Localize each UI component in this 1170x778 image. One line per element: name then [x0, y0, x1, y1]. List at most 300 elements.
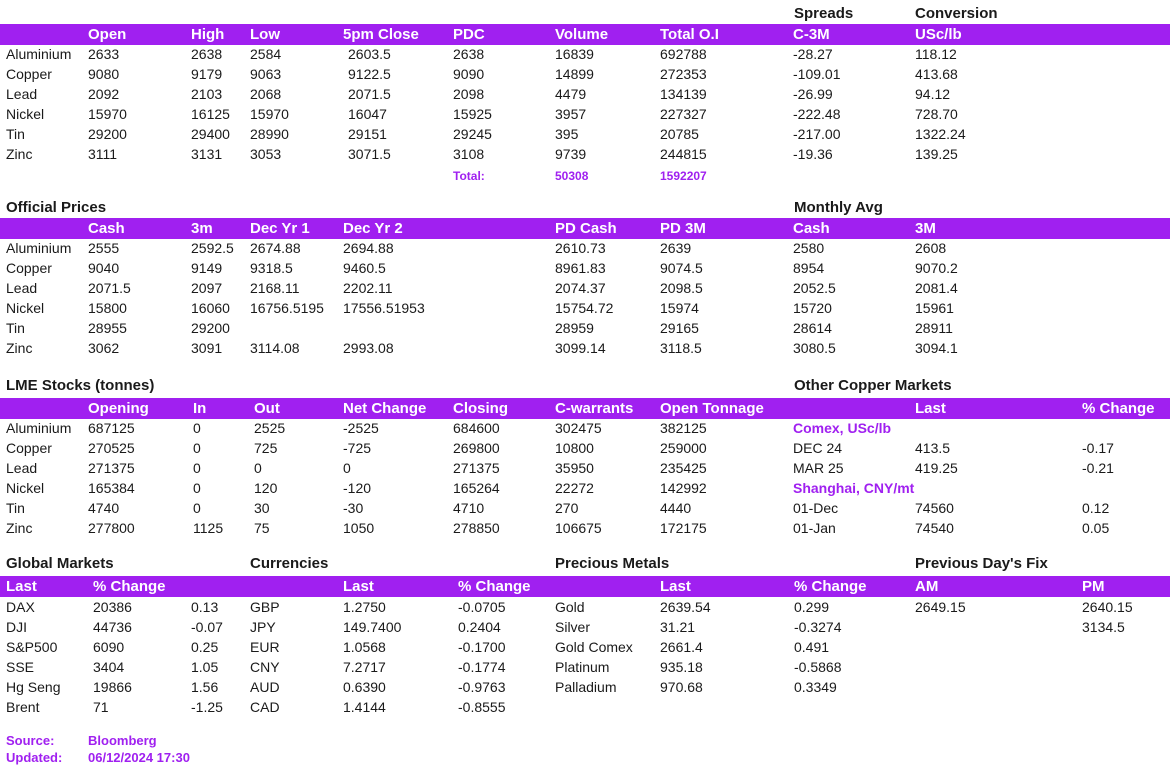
table-cell: 44736	[93, 619, 132, 635]
table-cell: Silver	[555, 619, 591, 635]
table-cell: -0.1700	[458, 639, 506, 655]
table-cell: Tin	[6, 500, 25, 516]
table-cell: 94.12	[915, 86, 951, 102]
precious-metals-title: Precious Metals	[555, 555, 670, 572]
table-cell: 271375	[88, 460, 135, 476]
table-cell: 29245	[453, 126, 492, 142]
total-volume: 50308	[555, 169, 589, 183]
table-cell: Copper	[6, 66, 52, 82]
section1-total-row	[0, 166, 1170, 186]
table-cell: 2633	[88, 46, 120, 62]
table-row	[0, 238, 1170, 258]
table-cell: Hg Seng	[6, 679, 61, 695]
table-cell: 17556.51953	[343, 300, 425, 316]
table-cell: EUR	[250, 639, 280, 655]
table-cell: 3094.1	[915, 340, 958, 356]
table-cell: 0.3349	[794, 679, 837, 695]
table-cell: 0.491	[794, 639, 830, 655]
table-cell: -0.5868	[794, 659, 842, 675]
table-cell: 3071.5	[348, 146, 391, 162]
table-cell: 728.70	[915, 106, 958, 122]
section3-header-band	[0, 398, 1170, 419]
table-cell: 3053	[250, 146, 282, 162]
table-cell: GBP	[250, 599, 280, 615]
table-cell: 9040	[88, 260, 120, 276]
table-cell: 28955	[88, 320, 127, 336]
table-cell: 165264	[453, 480, 500, 496]
table-cell: -0.17	[1082, 440, 1114, 456]
table-row	[0, 64, 1170, 84]
table-cell: 278850	[453, 520, 500, 536]
table-cell: 9090	[453, 66, 485, 82]
table-cell: -1.25	[191, 699, 223, 715]
table-cell: 15974	[660, 300, 699, 316]
table-cell: 16125	[191, 106, 230, 122]
table-row	[0, 458, 1170, 478]
table-cell: Gold	[555, 599, 585, 615]
table-row	[0, 518, 1170, 538]
table-cell: Gold Comex	[555, 639, 633, 655]
updated-value: 06/12/2024 17:30	[88, 750, 190, 765]
table-cell: 2202.11	[343, 280, 393, 296]
table-cell: 16756.5195	[250, 300, 324, 316]
table-cell: 9739	[555, 146, 587, 162]
col-header: Last	[660, 578, 691, 595]
col-header: % Change	[458, 578, 531, 595]
table-cell: 4740	[88, 500, 120, 516]
table-cell: 15970	[88, 106, 127, 122]
table-cell: 2584	[250, 46, 282, 62]
col-header: In	[193, 400, 207, 417]
table-cell: 142992	[660, 480, 707, 496]
table-row	[0, 657, 1170, 677]
table-cell: 395	[555, 126, 579, 142]
market-contract: MAR 25	[793, 460, 844, 476]
table-cell: 269800	[453, 440, 500, 456]
col-header: Last	[915, 400, 946, 417]
table-cell: 139.25	[915, 146, 958, 162]
table-cell: 16060	[191, 300, 230, 316]
table-cell: -2525	[343, 420, 379, 436]
col-header: Dec Yr 1	[250, 220, 310, 237]
source-value: Bloomberg	[88, 733, 157, 748]
table-row	[0, 438, 1170, 458]
table-cell: 134139	[660, 86, 707, 102]
table-cell: Zinc	[6, 520, 33, 536]
col-header: C-warrants	[555, 400, 634, 417]
table-cell: 2074.37	[555, 280, 606, 296]
market-contract: 01-Dec	[793, 500, 839, 516]
table-cell: -109.01	[793, 66, 841, 82]
table-cell: 9070.2	[915, 260, 958, 276]
table-cell: 16839	[555, 46, 594, 62]
table-cell: 0.2404	[458, 619, 501, 635]
table-cell: 259000	[660, 440, 707, 456]
table-cell: DAX	[6, 599, 35, 615]
table-cell: 1050	[343, 520, 375, 536]
table-row	[0, 84, 1170, 104]
table-cell: 29200	[88, 126, 127, 142]
table-cell: 9063	[250, 66, 282, 82]
col-header: PD Cash	[555, 220, 617, 237]
table-cell: Palladium	[555, 679, 617, 695]
col-header: Low	[250, 26, 280, 43]
table-cell: -0.07	[191, 619, 223, 635]
section4-header-band	[0, 576, 1170, 597]
monthly-avg-title: Monthly Avg	[794, 199, 883, 216]
table-cell: 2638	[453, 46, 485, 62]
table-cell: 3114.08	[250, 340, 300, 356]
table-cell: Copper	[6, 260, 52, 276]
table-cell: 8954	[793, 260, 825, 276]
table-cell: 9122.5	[348, 66, 391, 82]
table-cell: 725	[254, 440, 278, 456]
table-cell: 4440	[660, 500, 692, 516]
table-cell: 2661.4	[660, 639, 703, 655]
updated-label: Updated:	[6, 750, 63, 765]
table-cell: CNY	[250, 659, 280, 675]
table-cell: 3111	[88, 146, 118, 162]
col-header: Cash	[793, 220, 830, 237]
table-cell: 684600	[453, 420, 500, 436]
table-cell: -222.48	[793, 106, 841, 122]
table-cell: 2592.5	[191, 240, 234, 256]
market-contract: DEC 24	[793, 440, 843, 456]
table-cell: -26.99	[793, 86, 833, 102]
table-cell: 3099.14	[555, 340, 606, 356]
table-cell: -30	[343, 500, 364, 516]
table-cell: -0.3274	[794, 619, 842, 635]
table-cell: 75	[254, 520, 270, 536]
table-cell: 3118.5	[660, 340, 702, 356]
col-header: 3m	[191, 220, 213, 237]
col-header: 3M	[915, 220, 936, 237]
table-cell: 244815	[660, 146, 707, 162]
col-header: High	[191, 26, 225, 43]
table-row	[0, 278, 1170, 298]
table-cell: Aluminium	[6, 46, 72, 62]
table-cell: S&P500	[6, 639, 58, 655]
table-cell: 74560	[915, 500, 954, 516]
table-cell: -0.1774	[458, 659, 506, 675]
table-cell: 935.18	[660, 659, 703, 675]
table-cell: 15961	[915, 300, 954, 316]
table-cell: 9460.5	[343, 260, 386, 276]
table-cell: 2068	[250, 86, 282, 102]
col-header: PDC	[453, 26, 485, 43]
table-cell: 1322.24	[915, 126, 966, 142]
table-cell: 419.25	[915, 460, 958, 476]
col-header: Net Change	[343, 400, 427, 417]
col-header: PD 3M	[660, 220, 706, 237]
table-row	[0, 124, 1170, 144]
table-cell: 0	[193, 440, 201, 456]
table-cell: 0.12	[1082, 500, 1110, 516]
table-cell: 3062	[88, 340, 120, 356]
table-row	[0, 697, 1170, 717]
table-cell: 106675	[555, 520, 602, 536]
table-row	[0, 637, 1170, 657]
table-cell: 0.6390	[343, 679, 386, 695]
col-header: Closing	[453, 400, 508, 417]
table-cell: 413.68	[915, 66, 958, 82]
table-cell: 2993.08	[343, 340, 394, 356]
section2-titles	[0, 198, 1170, 218]
table-cell: 165384	[88, 480, 135, 496]
table-cell: 382125	[660, 420, 707, 436]
table-cell: 3957	[555, 106, 587, 122]
table-cell: 2071.5	[88, 280, 131, 296]
table-cell: 120	[254, 480, 278, 496]
table-cell: 0.25	[191, 639, 219, 655]
table-cell: 3134.5	[1082, 619, 1125, 635]
table-cell: 2580	[793, 240, 825, 256]
table-cell: -120	[343, 480, 372, 496]
table-row	[0, 298, 1170, 318]
table-cell: 2649.15	[915, 599, 966, 615]
table-cell: 9074.5	[660, 260, 703, 276]
table-cell: 3080.5	[793, 340, 836, 356]
col-header: Out	[254, 400, 280, 417]
col-header: Volume	[555, 26, 609, 43]
table-cell: 172175	[660, 520, 707, 536]
total-label: Total:	[453, 169, 485, 183]
table-cell: 29151	[348, 126, 387, 142]
table-cell: 15970	[250, 106, 289, 122]
table-row	[0, 318, 1170, 338]
table-row	[0, 44, 1170, 64]
col-header: Last	[6, 578, 37, 595]
table-cell: 2640.15	[1082, 599, 1133, 615]
table-cell: 0	[343, 460, 351, 476]
table-cell: 1125	[193, 520, 224, 536]
table-row	[0, 478, 1170, 498]
section2-header-band	[0, 218, 1170, 239]
table-cell: 2610.73	[555, 240, 606, 256]
col-header: Dec Yr 2	[343, 220, 403, 237]
table-cell: -217.00	[793, 126, 841, 142]
table-cell: 3131	[191, 146, 223, 162]
table-cell: 71	[93, 699, 109, 715]
table-cell: 970.68	[660, 679, 703, 695]
col-header: Open Tonnage	[660, 400, 764, 417]
col-header: % Change	[1082, 400, 1155, 417]
table-cell: 2603.5	[348, 46, 391, 62]
table-cell: CAD	[250, 699, 280, 715]
table-cell: 15800	[88, 300, 127, 316]
table-cell: 271375	[453, 460, 500, 476]
table-cell: 0	[193, 420, 201, 436]
table-cell: 0	[193, 500, 201, 516]
table-cell: Copper	[6, 440, 52, 456]
table-cell: 2052.5	[793, 280, 836, 296]
table-cell: 35950	[555, 460, 594, 476]
market-subheader: Comex, USc/lb	[793, 420, 892, 436]
table-cell: 1.2750	[343, 599, 386, 615]
col-header: % Change	[794, 578, 867, 595]
table-cell: 9179	[191, 66, 223, 82]
table-cell: 9149	[191, 260, 223, 276]
section4-titles	[0, 554, 1170, 574]
table-cell: Platinum	[555, 659, 610, 675]
table-cell: SSE	[6, 659, 35, 675]
table-cell: 2639	[660, 240, 692, 256]
table-cell: 16047	[348, 106, 387, 122]
spreads-title: Spreads	[794, 5, 854, 22]
table-cell: 9318.5	[250, 260, 293, 276]
table-cell: JPY	[250, 619, 276, 635]
table-cell: 30	[254, 500, 270, 516]
table-cell: 0.05	[1082, 520, 1110, 536]
conversion-title: Conversion	[915, 5, 998, 22]
table-cell: 270	[555, 500, 579, 516]
table-cell: -19.36	[793, 146, 833, 162]
table-cell: 277800	[88, 520, 135, 536]
table-row	[0, 498, 1170, 518]
table-cell: 413.5	[915, 440, 951, 456]
table-cell: Tin	[6, 320, 25, 336]
table-cell: Lead	[6, 460, 38, 476]
table-cell: 0	[193, 480, 201, 496]
col-header: % Change	[93, 578, 166, 595]
table-cell: 2081.4	[915, 280, 958, 296]
table-cell: Nickel	[6, 480, 45, 496]
table-cell: Brent	[6, 699, 40, 715]
table-cell: Aluminium	[6, 240, 72, 256]
table-cell: 692788	[660, 46, 707, 62]
table-cell: 1.56	[191, 679, 219, 695]
table-cell: 687125	[88, 420, 135, 436]
table-row	[0, 258, 1170, 278]
table-row	[0, 677, 1170, 697]
other-copper-title: Other Copper Markets	[794, 377, 952, 394]
table-cell: -0.0705	[458, 599, 506, 615]
table-cell: 4710	[453, 500, 485, 516]
table-cell: 2694.88	[343, 240, 394, 256]
col-header: Open	[88, 26, 127, 43]
table-row	[0, 418, 1170, 438]
table-cell: 2098.5	[660, 280, 703, 296]
table-cell: Lead	[6, 280, 38, 296]
table-row	[0, 104, 1170, 124]
col-header: Total O.I	[660, 26, 719, 43]
official-prices-title: Official Prices	[6, 199, 107, 216]
table-cell: Zinc	[6, 146, 33, 162]
global-markets-title: Global Markets	[6, 555, 114, 572]
table-cell: 19866	[93, 679, 132, 695]
previous-day-fix-title: Previous Day's Fix	[915, 555, 1048, 572]
table-cell: 0	[193, 460, 201, 476]
source-label: Source:	[6, 733, 55, 748]
table-cell: 7.2717	[343, 659, 386, 675]
table-cell: 29400	[191, 126, 230, 142]
table-cell: 28959	[555, 320, 594, 336]
table-cell: -0.9763	[458, 679, 506, 695]
col-header: C-3M	[793, 26, 830, 43]
table-cell: Aluminium	[6, 420, 72, 436]
table-cell: 235425	[660, 460, 707, 476]
table-cell: 2638	[191, 46, 223, 62]
table-cell: 15925	[453, 106, 492, 122]
table-cell: 1.4144	[343, 699, 386, 715]
table-cell: 9080	[88, 66, 120, 82]
table-cell: 74540	[915, 520, 954, 536]
table-cell: 28614	[793, 320, 832, 336]
table-cell: 2674.88	[250, 240, 301, 256]
table-cell: 2071.5	[348, 86, 391, 102]
table-cell: Lead	[6, 86, 38, 102]
table-cell: -28.27	[793, 46, 833, 62]
table-cell: DJI	[6, 619, 27, 635]
table-cell: 149.7400	[343, 619, 402, 635]
section1-top-headers	[0, 4, 1170, 24]
table-cell: 15720	[793, 300, 832, 316]
section3-titles	[0, 376, 1170, 396]
currencies-title: Currencies	[250, 555, 329, 572]
col-header: Cash	[88, 220, 125, 237]
table-cell: 302475	[555, 420, 602, 436]
table-cell: 270525	[88, 440, 135, 456]
table-cell: 1.0568	[343, 639, 386, 655]
table-cell: 2555	[88, 240, 120, 256]
table-cell: 20785	[660, 126, 699, 142]
col-header: AM	[915, 578, 939, 595]
total-oi: 1592207	[660, 169, 707, 183]
lme-stocks-title: LME Stocks (tonnes)	[6, 377, 155, 394]
table-cell: 2168.11	[250, 280, 300, 296]
table-cell: 2608	[915, 240, 947, 256]
table-cell: 0.299	[794, 599, 830, 615]
table-cell: 8961.83	[555, 260, 606, 276]
table-cell: 2639.54	[660, 599, 711, 615]
market-contract: 01-Jan	[793, 520, 836, 536]
table-cell: 2092	[88, 86, 120, 102]
table-cell: 6090	[93, 639, 125, 655]
table-cell: 2097	[191, 280, 223, 296]
table-cell: 272353	[660, 66, 707, 82]
table-cell: 15754.72	[555, 300, 614, 316]
col-header: 5pm Close	[343, 26, 419, 43]
table-cell: 0	[254, 460, 262, 476]
table-cell: Zinc	[6, 340, 33, 356]
table-cell: 227327	[660, 106, 707, 122]
table-cell: 2525	[254, 420, 286, 436]
table-cell: 29165	[660, 320, 699, 336]
table-row	[0, 338, 1170, 358]
table-cell: 14899	[555, 66, 594, 82]
table-cell: 3404	[93, 659, 125, 675]
table-cell: 118.12	[915, 46, 957, 62]
col-header: USc/lb	[915, 26, 962, 43]
table-cell: 20386	[93, 599, 132, 615]
table-cell: 1.05	[191, 659, 219, 675]
table-cell: 28990	[250, 126, 289, 142]
table-cell: 0.13	[191, 599, 219, 615]
table-cell: 3091	[191, 340, 223, 356]
table-cell: -0.8555	[458, 699, 506, 715]
table-cell: 31.21	[660, 619, 696, 635]
col-header: Opening	[88, 400, 149, 417]
table-cell: Nickel	[6, 106, 45, 122]
table-row	[0, 144, 1170, 164]
table-cell: AUD	[250, 679, 280, 695]
table-cell: Nickel	[6, 300, 45, 316]
section1-header-band	[0, 24, 1170, 45]
table-cell: 3108	[453, 146, 485, 162]
col-header: Last	[343, 578, 374, 595]
table-cell: 10800	[555, 440, 594, 456]
table-cell: 2098	[453, 86, 485, 102]
